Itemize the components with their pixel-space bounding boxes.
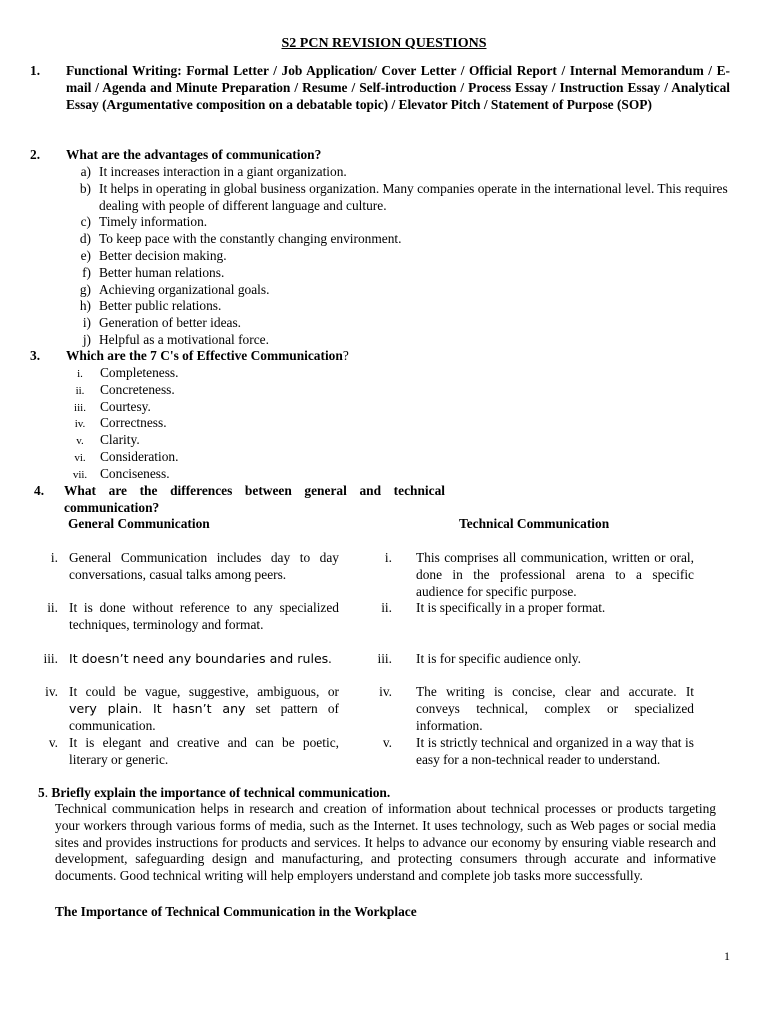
general-row-text: It is done without reference to any specialized techniques, terminology and format. bbox=[69, 600, 339, 632]
technical-row-text: The writing is concise, clear and accurate. It conveys technical, complex or specialized information. bbox=[416, 684, 694, 733]
general-row-number: iv. bbox=[45, 684, 58, 699]
document-title: S2 PCN REVISION QUESTIONS bbox=[281, 36, 487, 51]
technical-row-text: It is specifically in a proper format. bbox=[416, 600, 606, 615]
list-item: b) It helps in operating in global business organization. Many companies operate in the international level. This requires dealing with people of different language and culture. bbox=[79, 180, 728, 213]
question-2-number: 2. bbox=[30, 147, 41, 162]
list-item: vi. Consideration. bbox=[74, 448, 179, 464]
question-3-number: 3. bbox=[30, 348, 41, 363]
technical-communication-paragraph: Technical communication helps in research and creation of information about technical processes or products targeting your workers through various forms of media, such as the Internet. It uses technology, such as Web pages or social media sites and provides instructions for products and services. It helps to advance our economy by ensuring viable research and development, safeguarding design and manufacturing, and protecting consumers through accurate and informative documents. Good technical writing will help employers understand and complete job tasks more successfully. bbox=[55, 801, 716, 884]
list-item: c) Timely information. bbox=[80, 214, 208, 230]
list-item: v. Clarity. bbox=[76, 432, 140, 448]
question-5-dot: . bbox=[44, 785, 49, 800]
list-item: f) Better human relations. bbox=[82, 264, 225, 280]
general-row-number: i. bbox=[50, 550, 58, 565]
technical-row-number: iv. bbox=[379, 684, 392, 699]
list-item: a) It increases interaction in a giant organization. bbox=[80, 164, 347, 179]
general-row-number: v. bbox=[48, 735, 58, 750]
technical-communication-heading: Technical Communication bbox=[459, 516, 610, 531]
general-row-text: General Communication includes day to day conversations, casual talks among peers. bbox=[69, 550, 339, 582]
question-4-text: What are the differences between general and technical communication? bbox=[64, 483, 445, 515]
list-item: iv. Correctness. bbox=[74, 415, 167, 431]
question-3-heading bbox=[66, 348, 349, 365]
technical-row-number: iii. bbox=[377, 651, 392, 666]
general-row-text: It doesn’t need any boundaries and rules. bbox=[69, 651, 332, 666]
question-4-number: 4. bbox=[34, 483, 45, 498]
technical-row-number: ii. bbox=[381, 600, 392, 615]
question-5-number: 5 bbox=[38, 785, 45, 800]
question-2-text: What are the advantages of communication? bbox=[66, 147, 322, 162]
general-row-text: It is elegant and creative and can be poetic, literary or generic. bbox=[69, 735, 339, 767]
technical-row-number: i. bbox=[384, 550, 392, 565]
general-row-text: It could be vague, suggestive, ambiguous, or very plain. It hasn’t any set pattern of communication. bbox=[69, 684, 340, 733]
technical-row-text: It is for specific audience only. bbox=[416, 651, 581, 666]
question-1-number: 1. bbox=[30, 63, 41, 78]
technical-row-text: This comprises all communication, written or oral, done in the professional arena to a specific audience for specific purpose. bbox=[416, 550, 694, 599]
question-3-suffix: ? bbox=[342, 348, 349, 363]
list-item: j) Helpful as a motivational force. bbox=[82, 331, 269, 347]
list-item: iii. Courtesy. bbox=[74, 398, 151, 414]
page-number: 1 bbox=[724, 949, 730, 963]
general-row-number: ii. bbox=[47, 600, 58, 615]
question-3-text: Which are the 7 C's of Effective Communication bbox=[66, 348, 343, 363]
general-row-number: iii. bbox=[43, 651, 58, 666]
technical-row-text: It is strictly technical and organized in a way that is easy for a non-technical reader to understand. bbox=[416, 735, 694, 767]
list-item: h) Better public relations. bbox=[79, 298, 222, 314]
question-5-heading bbox=[38, 785, 390, 802]
general-communication-heading: General Communication bbox=[68, 516, 210, 531]
question-5-text: Briefly explain the importance of technical communication. bbox=[48, 785, 391, 800]
list-item: e) Better decision making. bbox=[80, 247, 227, 263]
workplace-subheading: The Importance of Technical Communication in the Workplace bbox=[55, 904, 417, 919]
list-item: i. Completeness. bbox=[77, 365, 179, 380]
list-item: ii. Concreteness. bbox=[75, 381, 175, 397]
list-item: d) To keep pace with the constantly changing environment. bbox=[79, 231, 402, 247]
question-1-text: Functional Writing: Formal Letter / Job Application/ Cover Letter / Official Report / Internal Memorandum / E-mail / Agenda and Minute Preparation / Resume / Self-introduction / Process Essay / Instruction Essay / Analytical Essay (Argumentative composition on a debatable topic) / Elevator Pitch / Statement of Purpose (SOP) bbox=[66, 63, 730, 112]
list-item: vii. Conciseness. bbox=[72, 465, 170, 481]
seven-cs-list bbox=[66, 365, 466, 483]
technical-row-number: v. bbox=[382, 735, 392, 750]
list-item: g) Achieving organizational goals. bbox=[79, 281, 270, 297]
advantages-list bbox=[75, 164, 731, 349]
list-item: i) Generation of better ideas. bbox=[82, 315, 242, 331]
